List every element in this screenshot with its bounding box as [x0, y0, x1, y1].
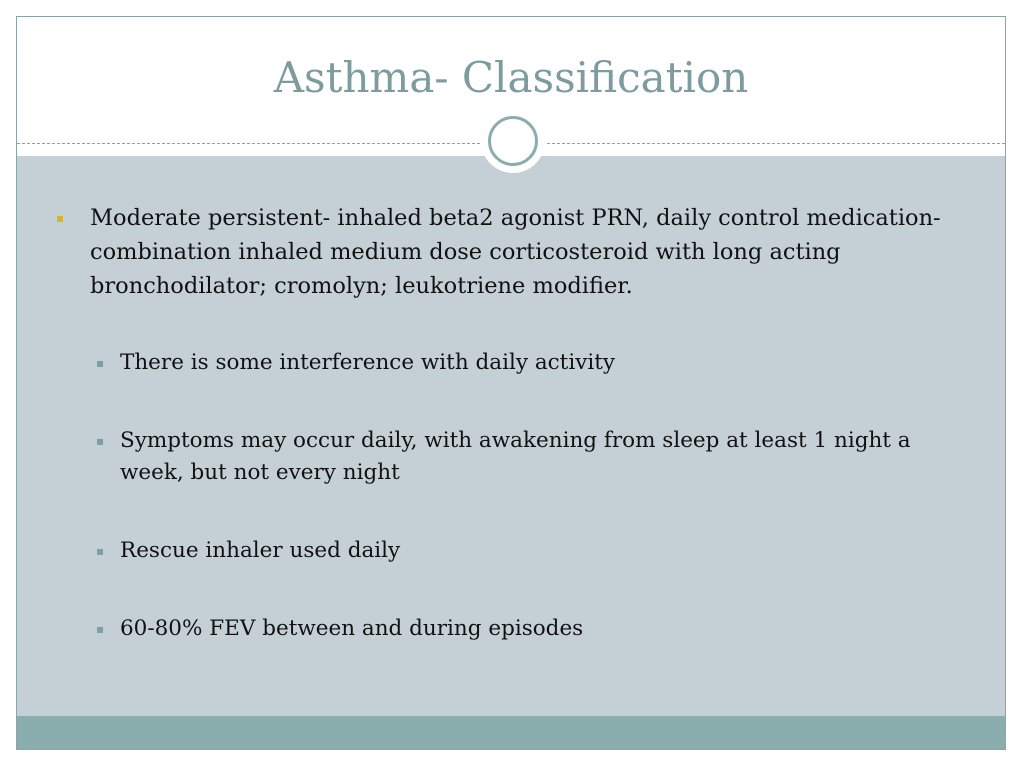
square-bullet-icon: ▪ [96, 434, 105, 448]
sub-bullet-symptoms [56, 425, 961, 489]
sub-bullet-rescue-inhaler [56, 535, 961, 567]
sub-bullet-interference [56, 347, 961, 379]
footer-bar [17, 716, 1005, 750]
bullet-text: Moderate persistent- inhaled beta2 agonist PRN, daily control medication- combination inhaled medium dose corticosteroid with long acting bronchodilator; cromolyn; leukotriene modifier. [90, 205, 941, 299]
square-bullet-icon: ▪ [96, 356, 105, 370]
bullet-list [56, 201, 961, 691]
bullet-item-moderate-persistent [56, 201, 961, 303]
bullet-text: Rescue inhaler used daily [120, 538, 401, 563]
square-bullet-icon: ▪ [56, 211, 65, 225]
sub-bullet-fev [56, 613, 961, 645]
ornament-ring-icon [488, 116, 538, 166]
bullet-text: 60-80% FEV between and during episodes [120, 616, 584, 641]
square-bullet-icon: ▪ [96, 622, 105, 636]
slide-title: Asthma- Classification [273, 53, 749, 102]
bullet-text: There is some interference with daily activity [120, 350, 616, 375]
square-bullet-icon: ▪ [96, 544, 105, 558]
bullet-text: Symptoms may occur daily, with awakening from sleep at least 1 night a week, but not every night [120, 428, 911, 485]
